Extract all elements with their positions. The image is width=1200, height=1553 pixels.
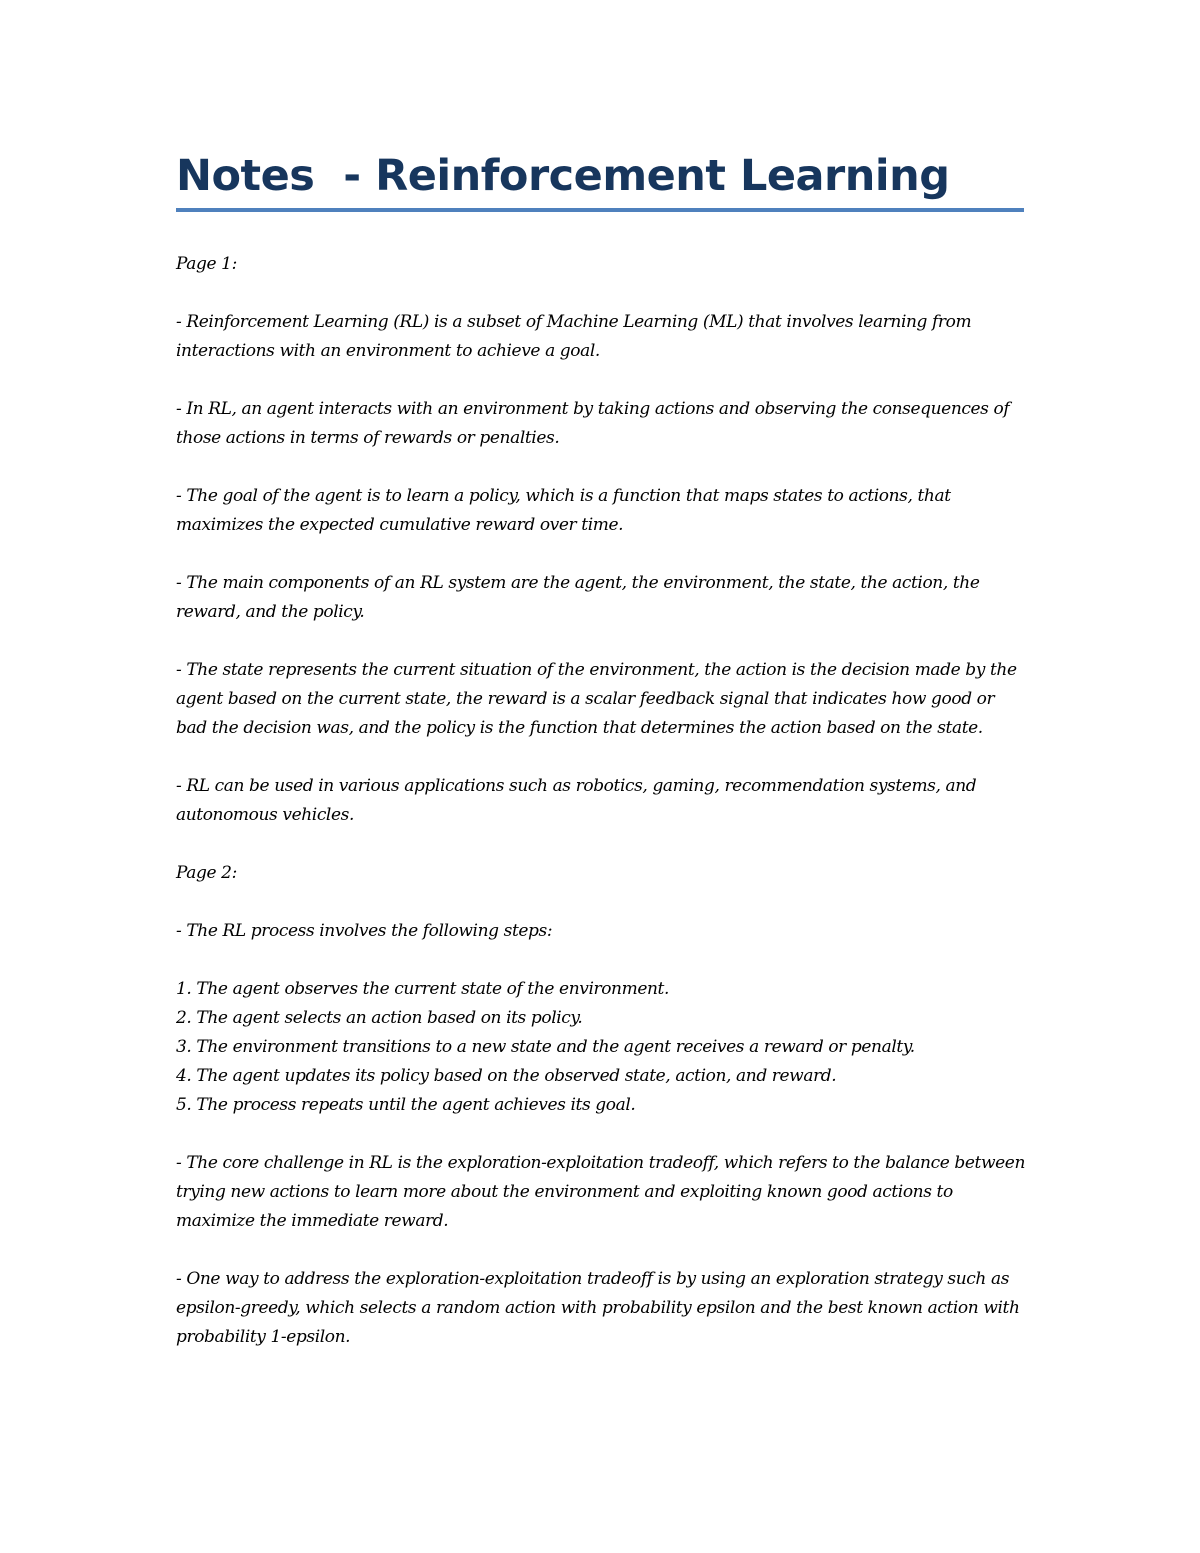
document-body — [176, 250, 1026, 1352]
process-step: 1. The agent observes the current state of the environment. — [176, 979, 669, 999]
page-1-paragraph: - The state represents the current situation of the environment, the action is the decision made by the agent based on the current state, the reward is a scalar feedback signal that indicates how good or bad the decision was, and the policy is the function that determines the action based on the state. — [176, 660, 1017, 738]
process-step: 2. The agent selects an action based on its policy. — [176, 1008, 583, 1028]
page-1-paragraph: - The goal of the agent is to learn a policy, which is a function that maps states to actions, that maximizes the expected cumulative reward over time. — [176, 486, 951, 535]
process-steps-list — [176, 975, 1026, 1120]
process-step: 3. The environment transitions to a new state and the agent receives a reward or penalty. — [176, 1037, 915, 1057]
title-underline — [176, 208, 1024, 212]
process-step: 5. The process repeats until the agent achieves its goal. — [176, 1095, 636, 1115]
page-2-intro: - The RL process involves the following steps: — [176, 921, 553, 941]
document-title: Notes - Reinforcement Learning — [176, 151, 950, 201]
page-2-paragraph: - The core challenge in RL is the exploration-exploitation tradeoff, which refers to the balance between trying new actions to learn more about the environment and exploiting known good actions to maximize the immediate reward. — [176, 1153, 1025, 1231]
document-page — [176, 148, 1026, 1352]
page-1-paragraph: - RL can be used in various applications such as robotics, gaming, recommendation systems, and autonomous vehicles. — [176, 776, 977, 825]
page-2-paragraph: - One way to address the exploration-exploitation tradeoff is by using an exploration strategy such as epsilon-greedy, which selects a random action with probability epsilon and the best known action with probability 1-epsilon. — [176, 1269, 1020, 1347]
process-step: 4. The agent updates its policy based on the observed state, action, and reward. — [176, 1066, 837, 1086]
page-1-paragraph: - The main components of an RL system are the agent, the environment, the state, the action, the reward, and the policy. — [176, 573, 980, 622]
page-1-paragraph: - In RL, an agent interacts with an environment by taking actions and observing the consequences of those actions in terms of rewards or penalties. — [176, 399, 1010, 448]
page-2-label: Page 2: — [176, 863, 237, 883]
page-1-label: Page 1: — [176, 254, 237, 274]
page-1-paragraph: - Reinforcement Learning (RL) is a subset of Machine Learning (ML) that involves learning from interactions with an environment to achieve a goal. — [176, 312, 972, 361]
